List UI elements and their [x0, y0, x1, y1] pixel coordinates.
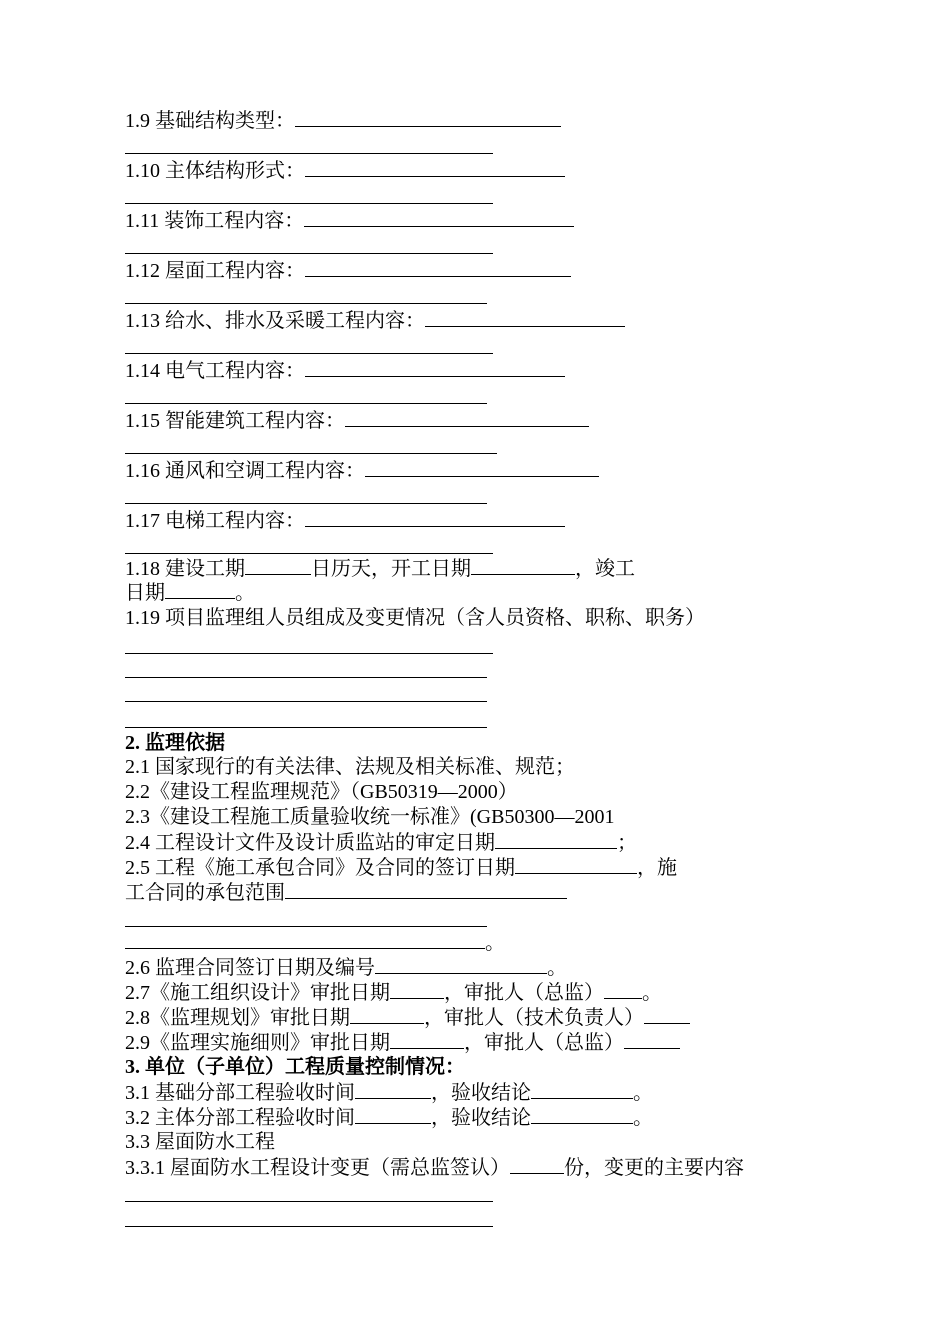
field-label: 。	[485, 932, 505, 954]
blank-field[interactable]	[531, 1105, 633, 1124]
field-label: 2.9《监理实施细则》审批日期	[125, 1032, 390, 1054]
field-label: 工合同的承包范围	[125, 882, 285, 904]
blank-field[interactable]	[355, 1080, 431, 1099]
blank-line[interactable]	[125, 203, 493, 204]
field-label: 日期	[125, 582, 165, 604]
field-label: 1.15 智能建筑工程内容：	[125, 410, 345, 432]
field-label: 1.12 屋面工程内容：	[125, 260, 305, 282]
field-1-10	[125, 158, 565, 183]
field-label: 日历天，开工日期	[311, 558, 471, 580]
item-2-3: 2.3《建设工程施工质量验收统一标准》(GB50300—2001	[125, 806, 615, 828]
field-label: ，施	[637, 857, 677, 879]
blank-field[interactable]	[531, 1080, 633, 1099]
field-label: 3.1 基础分部工程验收时间	[125, 1082, 355, 1104]
blank-field[interactable]	[510, 1155, 564, 1174]
field-label: ，验收结论	[431, 1082, 531, 1104]
item-2-5	[125, 855, 677, 880]
completion-date-blank[interactable]	[165, 580, 235, 599]
field-label: 1.9 基础结构类型：	[125, 110, 295, 132]
field-1-9	[125, 108, 561, 133]
blank-field[interactable]	[644, 1005, 690, 1024]
item-2-5-end	[125, 930, 505, 955]
blank-field[interactable]	[390, 1030, 464, 1049]
blank-line[interactable]	[125, 153, 493, 154]
item-2-2: 2.2《建设工程监理规范》（GB50319—2000）	[125, 781, 518, 803]
field-1-17	[125, 508, 565, 533]
blank-field[interactable]	[305, 158, 565, 177]
blank-field[interactable]	[355, 1105, 431, 1124]
field-label: 1.18 建设工期	[125, 558, 245, 580]
field-label: 1.13 给水、排水及采暖工程内容：	[125, 310, 425, 332]
field-label: 2.7《施工组织设计》审批日期	[125, 982, 390, 1004]
blank-field[interactable]	[350, 1005, 424, 1024]
field-label: 。	[235, 582, 255, 604]
blank-line[interactable]	[125, 1201, 493, 1202]
field-1-14	[125, 358, 565, 383]
blank-line[interactable]	[125, 553, 493, 554]
field-label: 。	[547, 957, 567, 979]
blank-field[interactable]	[295, 108, 561, 127]
blank-line[interactable]	[125, 253, 493, 254]
blank-line[interactable]	[125, 453, 497, 454]
blank-field[interactable]	[305, 358, 565, 377]
field-label: 。	[633, 1082, 653, 1104]
blank-field[interactable]	[375, 955, 547, 974]
blank-field[interactable]	[425, 308, 625, 327]
blank-field[interactable]	[305, 258, 571, 277]
blank-field[interactable]	[305, 508, 565, 527]
blank-field[interactable]	[604, 980, 642, 999]
field-1-11	[125, 208, 574, 233]
item-3-3-1	[125, 1155, 744, 1180]
field-1-13	[125, 308, 625, 333]
item-2-9	[125, 1030, 680, 1055]
duration-blank[interactable]	[245, 556, 311, 575]
blank-line[interactable]	[125, 403, 487, 404]
field-label: 1.11 装饰工程内容：	[125, 210, 305, 232]
blank-field[interactable]	[390, 980, 444, 999]
start-date-blank[interactable]	[471, 556, 575, 575]
field-label: ，审批人（总监）	[444, 982, 604, 1004]
field-1-18-cont	[125, 580, 255, 605]
field-1-12	[125, 258, 571, 283]
item-2-4	[125, 830, 637, 855]
blank-line[interactable]	[125, 503, 487, 504]
field-label: 3.3.1 屋面防水工程设计变更（需总监签认）	[125, 1157, 510, 1179]
item-3-3: 3.3 屋面防水工程	[125, 1131, 275, 1153]
field-label: 2.8《监理规划》审批日期	[125, 1007, 350, 1029]
field-1-18	[125, 556, 635, 581]
field-label: 2.6 监理合同签订日期及编号	[125, 957, 375, 979]
blank-line[interactable]	[125, 1226, 493, 1227]
blank-line[interactable]	[125, 653, 493, 654]
field-label: 1.10 主体结构形式：	[125, 160, 305, 182]
blank-field[interactable]	[285, 880, 567, 899]
item-2-7	[125, 980, 662, 1005]
field-1-16	[125, 458, 599, 483]
field-label: 1.14 电气工程内容：	[125, 360, 305, 382]
item-2-6	[125, 955, 567, 980]
field-label: 2.4 工程设计文件及设计质监站的审定日期	[125, 832, 495, 854]
field-label: 2.5 工程《施工承包合同》及合同的签订日期	[125, 857, 515, 879]
blank-line[interactable]	[125, 353, 493, 354]
blank-field[interactable]	[304, 208, 574, 227]
field-label: 。	[633, 1107, 653, 1129]
blank-field[interactable]	[495, 830, 617, 849]
item-3-2	[125, 1105, 653, 1130]
field-label: 份，变更的主要内容	[564, 1157, 744, 1179]
section-2-heading: 2. 监理依据	[125, 732, 225, 754]
blank-field[interactable]	[624, 1030, 680, 1049]
field-label: ，竣工	[575, 558, 635, 580]
field-label: 。	[642, 982, 662, 1004]
blank-field[interactable]	[125, 930, 485, 949]
blank-line[interactable]	[125, 677, 487, 678]
field-1-15	[125, 408, 589, 433]
section-3-heading: 3. 单位（子单位）工程质量控制情况：	[125, 1056, 465, 1078]
field-label: 1.17 电梯工程内容：	[125, 510, 305, 532]
item-3-1	[125, 1080, 653, 1105]
field-label: ；	[617, 832, 637, 854]
blank-field[interactable]	[345, 408, 589, 427]
field-label: 3.2 主体分部工程验收时间	[125, 1107, 355, 1129]
blank-line[interactable]	[125, 727, 487, 728]
blank-line[interactable]	[125, 701, 487, 702]
field-label: ，验收结论	[431, 1107, 531, 1129]
field-label: ，审批人（总监）	[464, 1032, 624, 1054]
blank-field[interactable]	[515, 855, 637, 874]
blank-field[interactable]	[365, 458, 599, 477]
item-2-5-cont	[125, 880, 567, 905]
item-2-1: 2.1 国家现行的有关法律、法规及相关标准、规范；	[125, 756, 575, 778]
blank-line[interactable]	[125, 926, 487, 927]
item-2-8	[125, 1005, 690, 1030]
field-label: ，审批人（技术负责人）	[424, 1007, 644, 1029]
field-1-19: 1.19 项目监理组人员组成及变更情况（含人员资格、职称、职务）	[125, 607, 705, 629]
blank-line[interactable]	[125, 303, 487, 304]
field-label: 1.16 通风和空调工程内容：	[125, 460, 365, 482]
